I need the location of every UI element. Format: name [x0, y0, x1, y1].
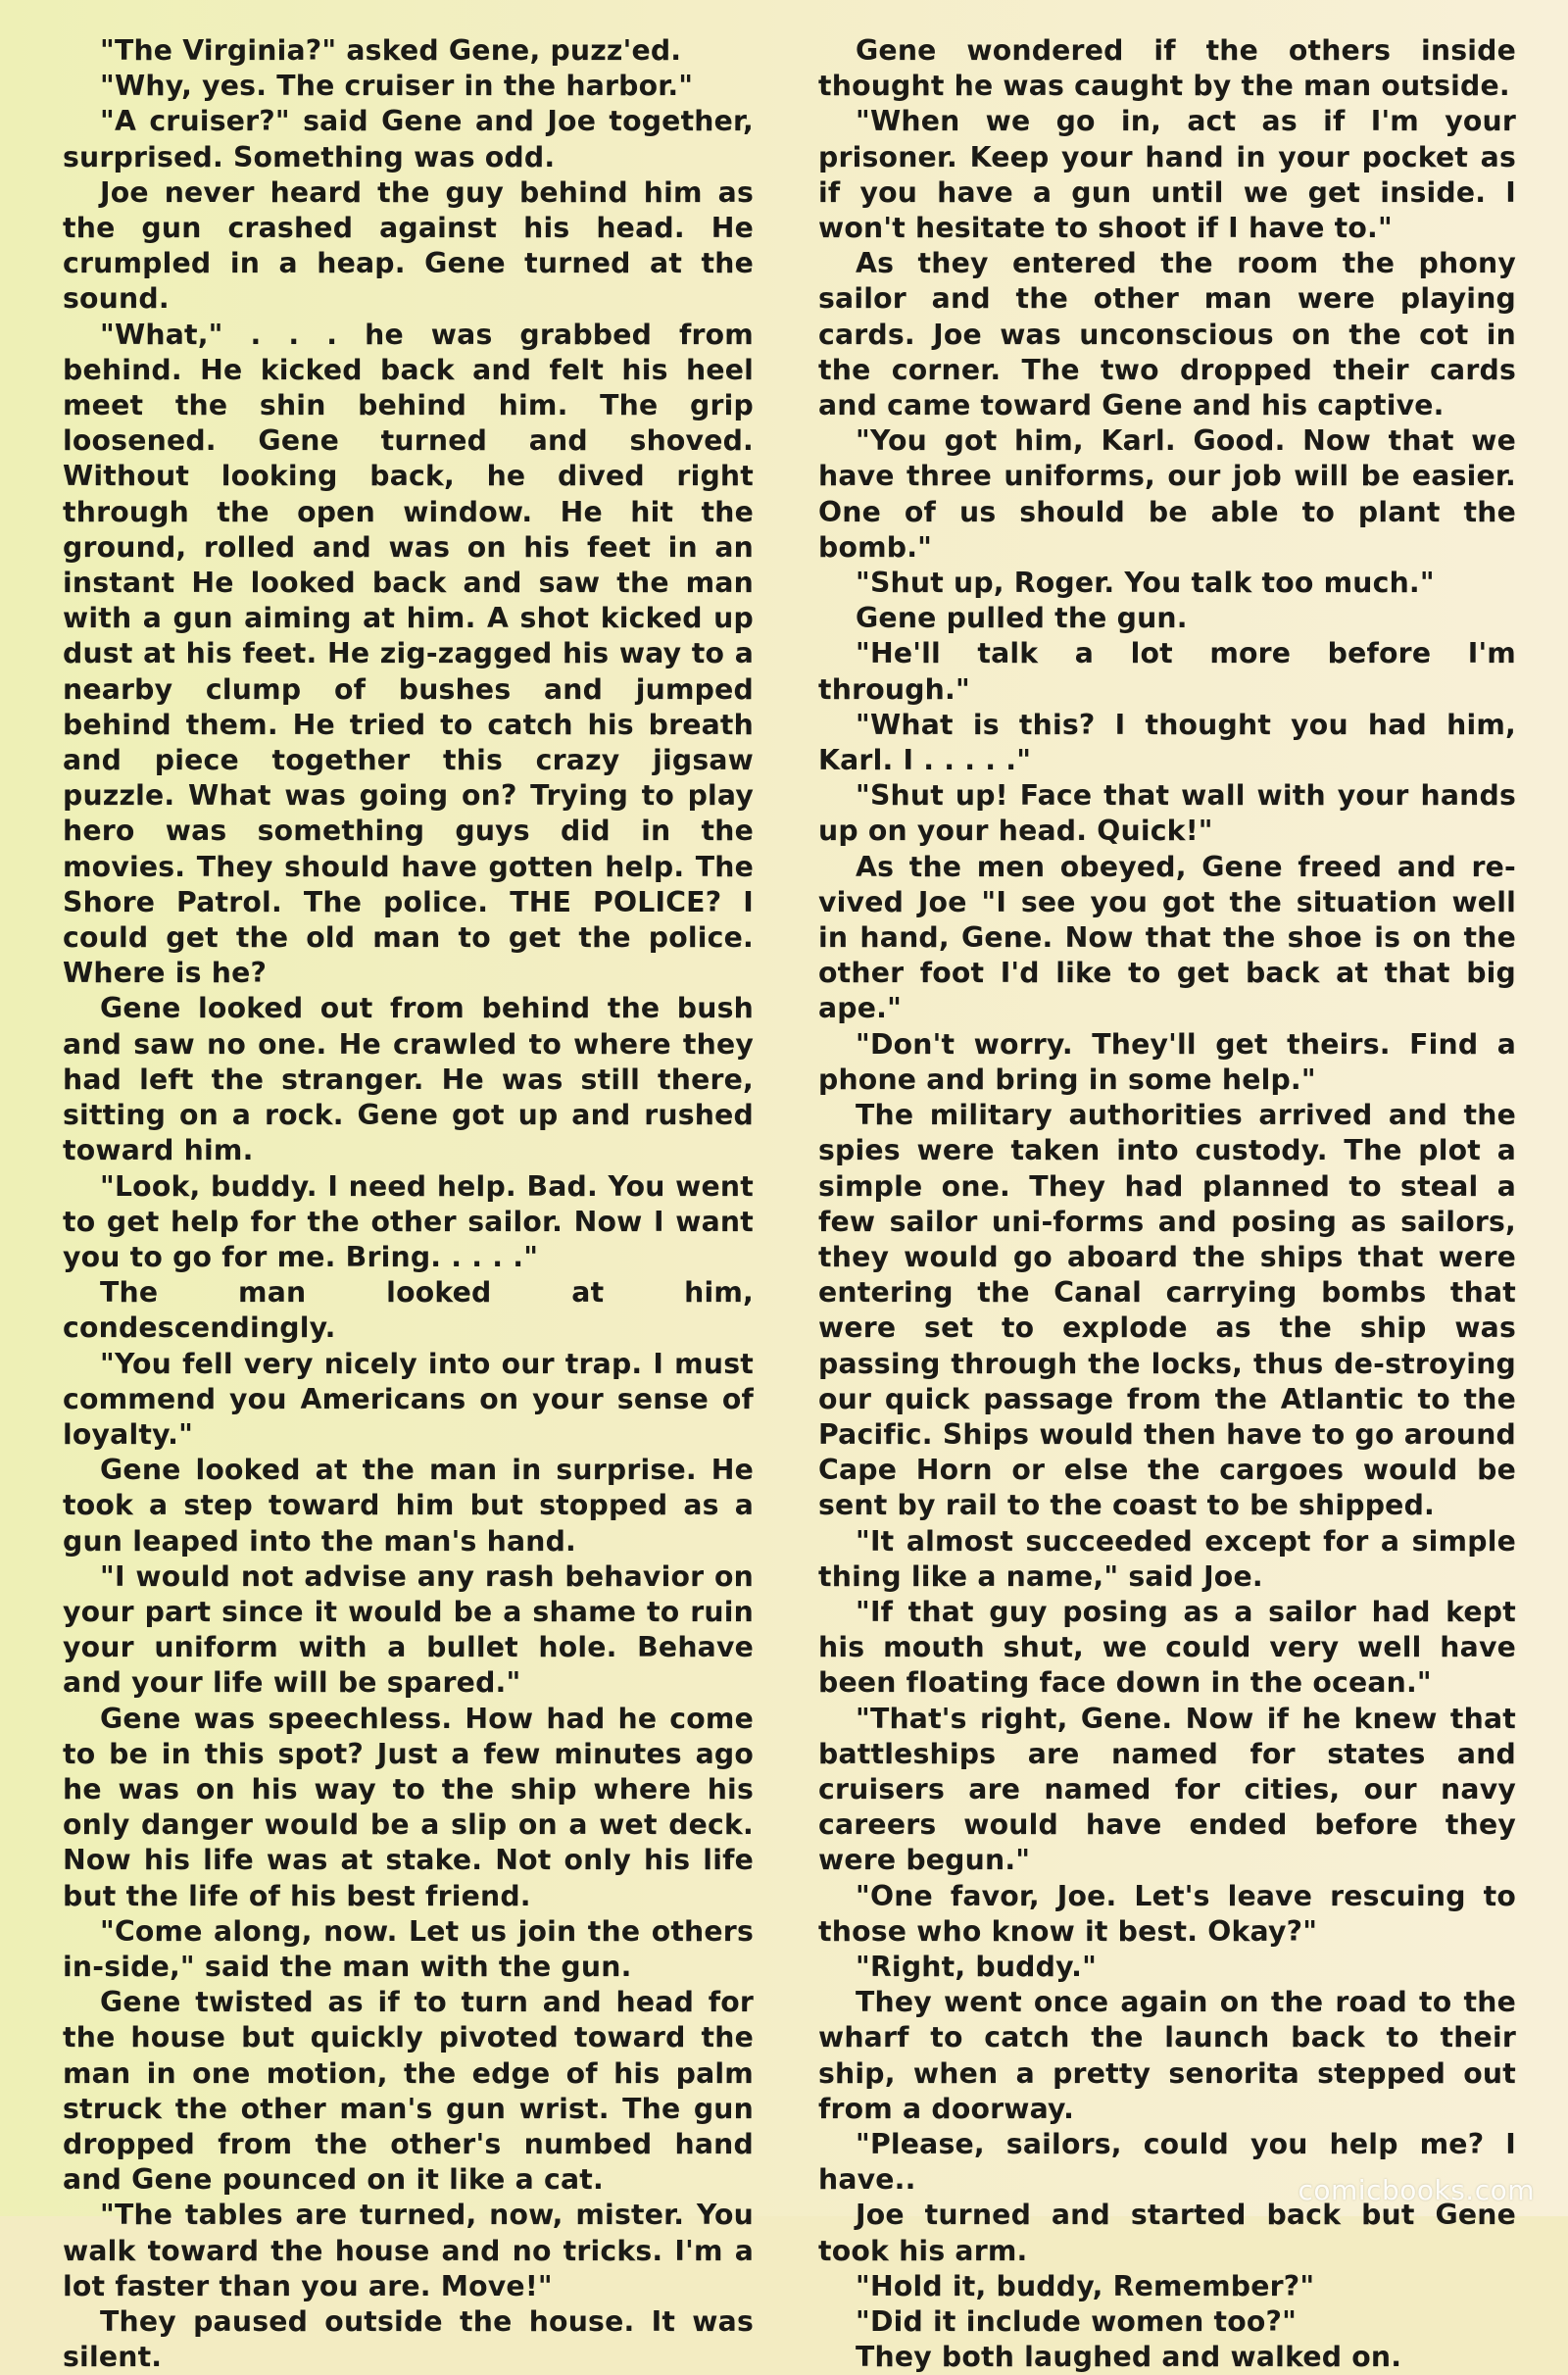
right-text-column	[818, 33, 1516, 2375]
paragraph: Gene wondered if the others inside thought he was caught by the man outside.	[818, 34, 1516, 103]
paragraph: "Please, sailors, could you help me? I have..	[818, 2127, 1516, 2197]
paragraph: "A cruiser?" said Gene and Joe together, surprised. Something was odd.	[63, 105, 754, 173]
paragraph: "You fell very nicely into our trap. I must commend you Americans on your sense of loyalty."	[63, 1347, 754, 1451]
paragraph: The man looked at him, condescendingly.	[63, 1276, 754, 1345]
paragraph: "Did it include women too?"	[856, 2305, 1298, 2338]
left-text-column	[63, 33, 754, 2375]
paragraph: "Shut up, Roger. You talk too much."	[856, 567, 1435, 600]
paragraph: "Look, buddy. I need help. Bad. You went to get help for the other sailor. Now I want you to go for me. Bring. . . . ."	[63, 1169, 754, 1273]
paragraph: As the men obeyed, Gene freed and re-vived Joe "I see you got the situation well in hand, Gene. Now that the shoe is on the other foot I'd like to get back at that big ape."	[818, 850, 1516, 1025]
paragraph: "He'll talk a lot more before I'm through."	[818, 637, 1516, 706]
paragraph: "Come along, now. Let us join the others in-side," said the man with the gun.	[63, 1914, 754, 1983]
paragraph: Joe turned and started back but Gene took his arm.	[818, 2199, 1516, 2267]
paragraph: Gene pulled the gun.	[856, 602, 1188, 635]
paragraph: "I would not advise any rash behavior on your part since it would be a shame to ruin your uniform with a bullet hole. Behave and your life will be spared."	[63, 1559, 754, 1700]
paragraph: Gene was speechless. How had he come to be in this spot? Just a few minutes ago he was on his way to the ship where his only danger would be a slip on a wet deck. Now his life was at stake. Not only his life but the life of his best friend.	[63, 1702, 754, 1912]
paragraph: As they entered the room the phony sailor and the other man were playing cards. Joe was unconscious on the cot in the corner. The two dropped their cards and came toward Gene and his captive.	[818, 247, 1516, 422]
paragraph: "Why, yes. The cruiser in the harbor."	[100, 70, 694, 103]
paragraph: "It almost succeeded except for a simple thing like a name," said Joe.	[818, 1524, 1516, 1593]
paragraph: Joe never heard the guy behind him as the gun crashed against his head. He crumpled in a heap. Gene turned at the sound.	[63, 175, 754, 316]
paragraph: "One favor, Joe. Let's leave rescuing to those who know it best. Okay?"	[818, 1879, 1516, 1948]
paragraph: They went once again on the road to the wharf to catch the launch back to their ship, when a pretty senorita stepped out from a doorway.	[818, 1986, 1516, 2125]
paragraph: "Hold it, buddy, Remember?"	[856, 2269, 1315, 2302]
watermark: comicbooks.com	[1298, 2174, 1535, 2206]
paragraph: "Shut up! Face that wall with your hands up on your head. Quick!"	[818, 779, 1516, 848]
paragraph: "The tables are turned, now, mister. You walk toward the house and no tricks. I'm a lot faster than you are. Move!"	[63, 2199, 754, 2302]
paragraph: "The Virginia?" asked Gene, puzz'ed.	[100, 34, 682, 67]
paragraph: Gene twisted as if to turn and head for the house but quickly pivoted toward the man in one motion, the edge of his palm struck the other man's gun wrist. The gun dropped from the other's numbed hand and Gene pounced on it like a cat.	[63, 1986, 754, 2197]
paragraph: "Don't worry. They'll get theirs. Find a phone and bring in some help."	[818, 1027, 1516, 1096]
paragraph: "You got him, Karl. Good. Now that we have three uniforms, our job will be easier. One of us should be able to plant the bomb."	[818, 424, 1516, 564]
paragraph: "What is this? I thought you had him, Karl. I . . . . ."	[818, 708, 1516, 777]
paragraph: "That's right, Gene. Now if he knew that battleships are named for states and cruisers are named for cities, our navy careers would have ended before they were begun."	[818, 1702, 1516, 1877]
paragraph: Gene looked at the man in surprise. He took a step toward him but stopped as a gun leaped into the man's hand.	[63, 1454, 754, 1558]
paragraph: The military authorities arrived and the spies were taken into custody. The plot a simple one. They had planned to steal a few sailor uni-forms and posing as sailors, they would go aboard the ships that were entering the Canal carrying bombs that were set to explode as the ship was passing through the locks, thus de-stroying our quick passage from the Atlantic to the Pacific. Ships would then have to go around Cape Horn or else the cargoes would be sent by rail to the coast to be shipped.	[818, 1099, 1516, 1522]
paragraph: They paused outside the house. It was silent.	[63, 2305, 754, 2374]
paragraph: Gene looked out from behind the bush and saw no one. He crawled to where they had left the stranger. He was still there, sitting on a rock. Gene got up and rushed toward him.	[63, 992, 754, 1167]
paragraph: "When we go in, act as if I'm your prisoner. Keep your hand in your pocket as if you have a gun until we get inside. I won't hesitate to shoot if I have to."	[818, 105, 1516, 245]
paragraph: "Right, buddy."	[856, 1950, 1098, 1983]
paragraph: They both laughed and walked on.	[856, 2341, 1402, 2374]
paragraph: "What," . . . he was grabbed from behind. He kicked back and felt his heel meet the shin behind him. The grip loosened. Gene turned and shoved. Without looking back, he dived right through the open window. He hit the ground, rolled and was on his feet in an instant He looked back and saw the man with a gun aiming at him. A shot kicked up dust at his feet. He zig-zagged his way to a nearby clump of bushes and jumped behind them. He tried to catch his breath and piece together this crazy jigsaw puzzle. What was going on? Trying to play hero was something guys did in the movies. They should have gotten help. The Shore Patrol. The police. THE POLICE? I could get the old man to get the police. Where is he?	[63, 318, 754, 990]
paragraph: "If that guy posing as a sailor had kept his mouth shut, we could very well have been floating face down in the ocean."	[818, 1595, 1516, 1700]
